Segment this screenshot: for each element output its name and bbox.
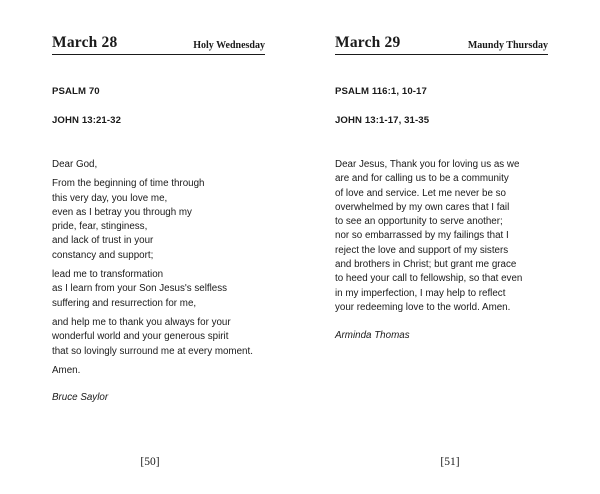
left-stanza-1-line: pride, fear, stinginess, bbox=[52, 221, 148, 233]
right-prayer-line: your redeeming love to the world. Amen. bbox=[335, 301, 511, 313]
left-stanza-2-line: as I learn from your Son Jesus's selfless bbox=[52, 283, 228, 295]
left-date: March 28 bbox=[52, 34, 118, 51]
right-reading-gospel: JOHN 13:1-17, 31-35 bbox=[335, 115, 430, 126]
left-stanza-1-line: From the beginning of time through bbox=[52, 178, 205, 190]
left-stanza-1-line: this very day, you love me, bbox=[52, 192, 168, 204]
left-stanza-1-line: and lack of trust in your bbox=[52, 235, 154, 247]
left-author: Bruce Saylor bbox=[52, 392, 109, 403]
left-stanza-3-line: wonderful world and your generous spirit bbox=[52, 331, 229, 343]
right-prayer-line: to heed your call to fellowship, so that even bbox=[335, 273, 523, 285]
left-stanza-2-line: lead me to transformation bbox=[52, 269, 164, 281]
right-author: Arminda Thomas bbox=[335, 330, 410, 341]
right-prayer-line: are and for calling us to be a community bbox=[335, 173, 509, 185]
left-closing: Amen. bbox=[52, 364, 81, 376]
right-prayer-line: of love and service. Let me never be so bbox=[335, 187, 506, 199]
right-prayer-line: in my imperfection, I may help to reflect bbox=[335, 287, 506, 299]
left-stanza-1-line: constancy and support; bbox=[52, 249, 154, 261]
left-stanza-2-line: suffering and resurrection for me, bbox=[52, 297, 197, 309]
left-stanza-3-line: that so lovingly surround me at every moment. bbox=[52, 345, 253, 357]
left-page-header bbox=[52, 32, 265, 55]
right-date: March 29 bbox=[335, 34, 401, 51]
right-prayer-line: nor so embarrassed by my failings that I bbox=[335, 230, 509, 242]
left-reading-gospel: JOHN 13:21-32 bbox=[52, 115, 122, 126]
right-page bbox=[300, 0, 600, 494]
right-reading-psalm: PSALM 116:1, 10-17 bbox=[335, 86, 427, 97]
right-prayer-line: to see an opportunity to serve another; bbox=[335, 216, 503, 228]
left-reading-psalm: PSALM 70 bbox=[52, 86, 100, 97]
right-page-header bbox=[335, 32, 548, 55]
right-prayer-line: and brothers in Christ; but grant me grace bbox=[335, 259, 517, 271]
right-occasion: Maundy Thursday bbox=[467, 40, 548, 51]
left-page-number: [50] bbox=[140, 456, 160, 468]
left-prayer bbox=[52, 158, 282, 378]
left-stanza-3-line: and help me to thank you always for your bbox=[52, 316, 231, 328]
right-prayer-line: reject the love and support of my sisters bbox=[335, 244, 509, 256]
left-occasion: Holy Wednesday bbox=[193, 40, 265, 51]
right-prayer bbox=[335, 158, 565, 315]
right-prayer-line: overwhelmed by my own cares that I fail bbox=[335, 201, 510, 213]
right-prayer-line: Dear Jesus, Thank you for loving us as we bbox=[335, 159, 520, 170]
left-salutation: Dear God, bbox=[52, 159, 98, 170]
left-stanza-1-line: even as I betray you through my bbox=[52, 206, 192, 218]
right-page-number: [51] bbox=[440, 456, 460, 468]
